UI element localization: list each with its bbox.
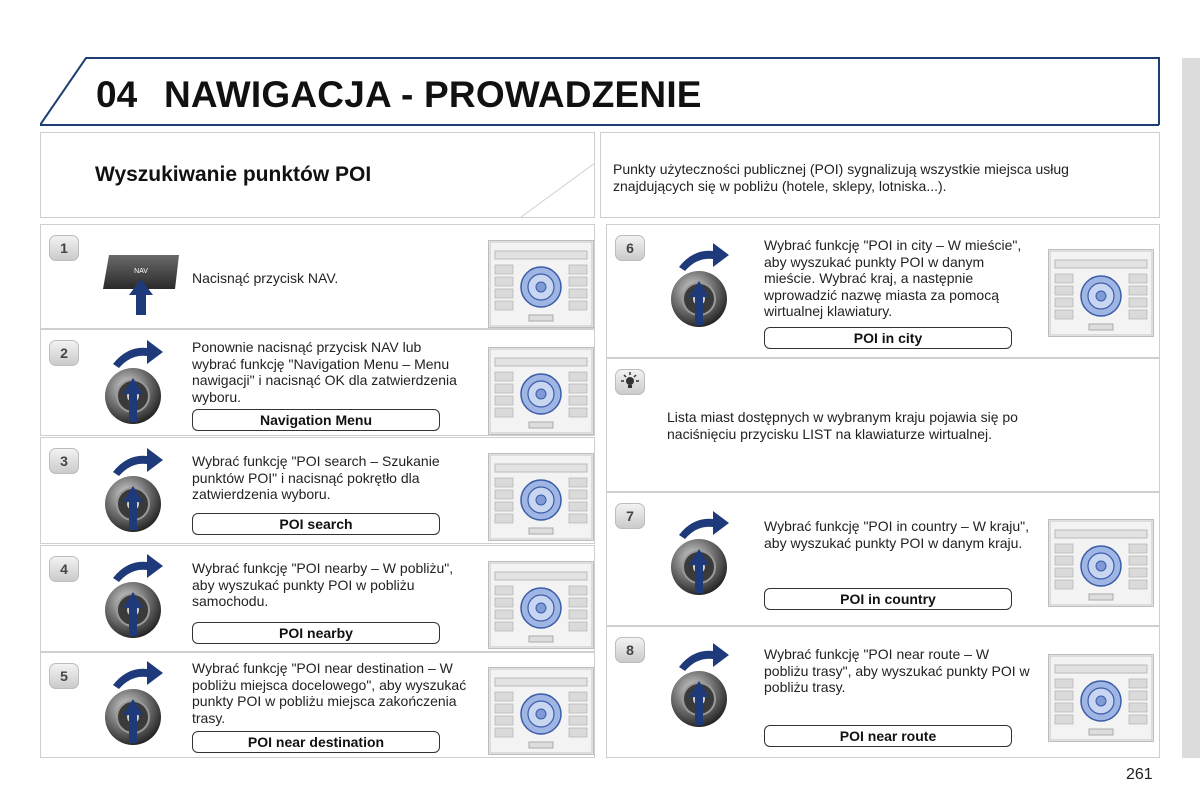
chapter-title: NAWIGACJA - PROWADZENIE xyxy=(164,74,702,115)
step-8-text: Wybrać funkcję "POI near route – W pobliżu trasy", aby wyszukać punkty POI w pobliżu trasy. xyxy=(764,646,1030,695)
step-8-thumbnail xyxy=(1048,654,1154,742)
rotary-knob-icon xyxy=(667,237,747,327)
tip-panel xyxy=(606,358,1160,492)
nav-button-label: NAV xyxy=(134,268,148,275)
chapter-number: 04 xyxy=(96,74,138,115)
rotary-knob-icon xyxy=(667,505,747,595)
step-7-thumbnail xyxy=(1048,519,1154,607)
page-number: 261 xyxy=(1126,766,1153,783)
step-6-label: POI in city xyxy=(764,327,1012,349)
step-8-label: POI near route xyxy=(764,725,1012,747)
step-5-label: POI near destination xyxy=(192,731,440,753)
rotary-knob-icon xyxy=(101,442,181,532)
rotary-knob-icon xyxy=(101,548,181,638)
step-3-panel xyxy=(40,437,595,544)
step-7-text: Wybrać funkcję "POI in country – W kraju", aby wyszukać punkty POI w danym kraju. xyxy=(764,518,1030,551)
side-tab xyxy=(1182,58,1200,758)
step-1-badge: 1 xyxy=(49,235,79,261)
step-5-badge: 5 xyxy=(49,663,79,689)
step-1-thumbnail xyxy=(488,240,594,328)
step-4-label: POI nearby xyxy=(192,622,440,644)
intro-description-panel xyxy=(600,132,1160,218)
section-heading-panel xyxy=(40,132,595,218)
intro-description: Punkty użyteczności publicznej (POI) sygnalizują wszystkie miejsca usług znajdujących się w pobliżu (hotele, sklepy, lotniska...). xyxy=(613,161,1069,194)
step-4-badge: 4 xyxy=(49,556,79,582)
step-1-panel xyxy=(40,224,595,329)
step-3-label: POI search xyxy=(192,513,440,535)
step-5-panel xyxy=(40,652,595,758)
step-6-panel xyxy=(606,224,1160,358)
section-heading: Wyszukiwanie punktów POI xyxy=(95,163,372,186)
step-5-text: Wybrać funkcję "POI near destination – W pobliżu miejsca docelowego", aby wyszukać punkty POI w pobliżu miejsca zakończenia trasy. xyxy=(192,660,467,726)
step-5-thumbnail xyxy=(488,667,594,755)
step-2-text: Ponownie nacisnąć przycisk NAV lub wybrać funkcję "Navigation Menu – Menu nawigacji" i nacisnąć OK dla zatwierdzenia wyboru. xyxy=(192,339,457,405)
step-3-thumbnail xyxy=(488,453,594,541)
rotary-knob-icon xyxy=(667,637,747,727)
step-2-panel xyxy=(40,329,595,436)
step-3-badge: 3 xyxy=(49,448,79,474)
step-3-text: Wybrać funkcję "POI search – Szukanie punktów POI" i nacisnąć pokrętło dla zatwierdzenia wyboru. xyxy=(192,453,440,502)
step-2-label: Navigation Menu xyxy=(192,409,440,431)
lightbulb-icon xyxy=(615,369,645,395)
step-4-panel xyxy=(40,545,595,652)
tip-text: Lista miast dostępnych w wybranym kraju pojawia się po naciśnięciu przycisku LIST na klawiaturze wirtualnej. xyxy=(667,409,1018,442)
step-8-panel xyxy=(606,626,1160,758)
step-7-badge: 7 xyxy=(615,503,645,529)
step-8-badge: 8 xyxy=(615,637,645,663)
step-2-thumbnail xyxy=(488,347,594,435)
rotary-knob-icon xyxy=(101,334,181,424)
step-1-text: Nacisnąć przycisk NAV. xyxy=(192,270,339,286)
step-6-text: Wybrać funkcję "POI in city – W mieście", aby wyszukać punkty POI w danym mieście. Wybrać kraj, a następnie wprowadzić nazwę miasta za pomocą wirtualnej klawiatury. xyxy=(764,237,1022,319)
step-6-thumbnail xyxy=(1048,249,1154,337)
step-4-text: Wybrać funkcję "POI nearby – W pobliżu", aby wyszukać punkty POI w pobliżu samochodu. xyxy=(192,560,454,609)
step-4-thumbnail xyxy=(488,561,594,649)
heading-arrow xyxy=(521,133,596,219)
rotary-knob-icon xyxy=(101,655,181,745)
step-6-badge: 6 xyxy=(615,235,645,261)
step-7-panel xyxy=(606,492,1160,626)
nav-button-icon xyxy=(101,251,181,319)
step-7-label: POI in country xyxy=(764,588,1012,610)
step-2-badge: 2 xyxy=(49,340,79,366)
chapter-header xyxy=(40,56,1160,126)
